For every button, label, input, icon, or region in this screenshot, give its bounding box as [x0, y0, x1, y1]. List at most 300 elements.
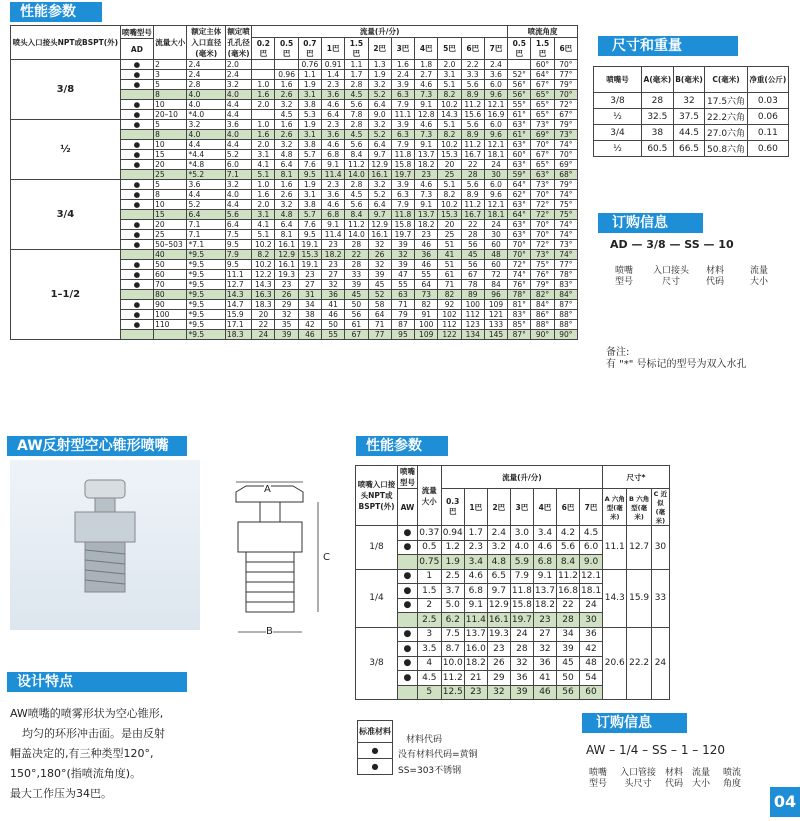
- cell: 22: [556, 598, 579, 613]
- cell: 52°: [508, 70, 531, 80]
- cell: ●: [120, 160, 153, 170]
- cell: 32: [368, 260, 391, 270]
- cell: 6.3: [391, 190, 414, 200]
- cell: 22: [461, 160, 484, 170]
- cell: 58: [368, 300, 391, 310]
- note-body: 有 "*" 号标记的型号为双入水孔: [606, 359, 747, 370]
- cell: 35: [275, 320, 298, 330]
- cell: 5.2: [187, 200, 225, 210]
- cell: 14.3: [438, 110, 461, 120]
- cell: 28: [345, 260, 368, 270]
- col-pressure3: 0.3巴: [441, 489, 464, 526]
- cell: 3: [417, 627, 441, 642]
- cell: 32: [533, 642, 556, 657]
- cell: 7.3: [415, 190, 438, 200]
- cell: 4.5: [580, 526, 603, 541]
- cell: ●: [120, 70, 153, 80]
- col-pressure: 0.5巴: [275, 38, 298, 60]
- cell: 3.1: [252, 150, 275, 160]
- cell: *9.5: [187, 310, 225, 320]
- cell: 56: [556, 685, 579, 700]
- cell: 5.1: [438, 180, 461, 190]
- cell: 10.2: [438, 200, 461, 210]
- cell: 2.0: [252, 200, 275, 210]
- cell: 71: [391, 300, 414, 310]
- table-row: [356, 569, 670, 584]
- conn-cell: 3/4: [11, 180, 121, 250]
- cell: 11.1: [391, 110, 414, 120]
- cell: 3.4: [464, 555, 487, 570]
- col-conn3: 喷嘴入口接头NPT或BSPT(外): [356, 466, 398, 526]
- cell: 40: [154, 250, 187, 260]
- cell: 5.6: [556, 540, 579, 555]
- cell: 3.2: [187, 120, 225, 130]
- cell: 36: [322, 290, 345, 300]
- cell: 28: [461, 170, 484, 180]
- dim-cell: 33: [651, 569, 669, 627]
- cell: 6.4: [368, 100, 391, 110]
- cell: 50.8六角: [705, 141, 747, 157]
- cell: 84: [484, 280, 507, 290]
- cell: 4.4: [225, 100, 251, 110]
- cell: 60°: [531, 60, 554, 70]
- conn-cell: 3/8: [11, 60, 121, 120]
- cell: 9.7: [368, 150, 391, 160]
- cell: 23: [415, 170, 438, 180]
- cell: ●: [120, 230, 153, 240]
- cell: 23: [415, 230, 438, 240]
- cell: 7.1: [187, 230, 225, 240]
- cell: [120, 250, 153, 260]
- cell: 67°: [554, 110, 577, 120]
- cell: 44.5: [673, 125, 705, 141]
- cell: 18.1: [580, 584, 603, 599]
- cell: 5.6: [345, 200, 368, 210]
- cell: 0.5: [417, 540, 441, 555]
- col-flow: 流量(升/分): [252, 26, 508, 38]
- cell: 62°: [508, 190, 531, 200]
- col-c: C(毫米): [705, 67, 747, 93]
- cell: 19.1: [298, 240, 321, 250]
- cell: 5.0: [441, 598, 464, 613]
- cell: 72°: [531, 200, 554, 210]
- col-type2: 喷嘴号: [594, 67, 642, 93]
- cell: 76°: [531, 270, 554, 280]
- cell: 10.2: [252, 240, 275, 250]
- cell: 8.7: [441, 642, 464, 657]
- cell: 19.7: [391, 170, 414, 180]
- cell: [120, 330, 153, 340]
- cell: 37.5: [673, 109, 705, 125]
- cell: 67: [345, 330, 368, 340]
- table-row: [594, 93, 789, 109]
- dim-cell: 14.3: [603, 569, 627, 627]
- cell: ●: [120, 240, 153, 250]
- cell: 16.1: [275, 240, 298, 250]
- cell: 1.9: [298, 180, 321, 190]
- cell: 145: [484, 330, 507, 340]
- cell: ●: [398, 584, 418, 599]
- cell: ●: [398, 526, 418, 541]
- cell: 33: [345, 270, 368, 280]
- cell: 0.11: [747, 125, 788, 141]
- cell: 2.2: [461, 60, 484, 70]
- cell: 10.2: [438, 140, 461, 150]
- cell: 56: [345, 310, 368, 320]
- cell: 3.2: [275, 140, 298, 150]
- cell: 22: [345, 250, 368, 260]
- cell: 6.4: [368, 140, 391, 150]
- cell: 8.2: [438, 130, 461, 140]
- cell: 7.5: [441, 627, 464, 642]
- cell: 50: [345, 300, 368, 310]
- cell: 5: [417, 685, 441, 700]
- cell: 1.6: [252, 90, 275, 100]
- cell: 3.2: [225, 180, 251, 190]
- cell: 4.0: [510, 540, 533, 555]
- cell: 6.0: [225, 160, 251, 170]
- cell: 8.9: [461, 90, 484, 100]
- cell: 5.6: [345, 100, 368, 110]
- cell: 16.7: [461, 150, 484, 160]
- cell: 50: [556, 671, 579, 686]
- cell: 1.1: [345, 60, 368, 70]
- cell: 32: [487, 685, 510, 700]
- cell: ●: [398, 598, 418, 613]
- cell: 5.1: [252, 230, 275, 240]
- cell: 73°: [554, 130, 577, 140]
- cell: 81°: [508, 300, 531, 310]
- cell: 3: [154, 70, 187, 80]
- cell: 20: [154, 220, 187, 230]
- cell: 3/8: [594, 93, 642, 109]
- col-angle: 喷流角度: [508, 26, 578, 38]
- cell: 4.1: [252, 220, 275, 230]
- cell: 1.6: [252, 190, 275, 200]
- cell: 6.0: [484, 180, 507, 190]
- cell: 46: [415, 260, 438, 270]
- design-line-3: 帽盖决定的,有三种类型120°,: [10, 747, 154, 760]
- conn-cell: 1/8: [356, 526, 398, 570]
- cell: 74°: [554, 190, 577, 200]
- col-pressure3: 3巴: [510, 489, 533, 526]
- cell: 1.7: [464, 526, 487, 541]
- cell: 70°: [508, 240, 531, 250]
- cell: 3.9: [391, 180, 414, 190]
- col-conn: 喷头入口接头NPT或BSPT(外): [11, 26, 121, 60]
- cell: *4.4: [187, 150, 225, 160]
- order-label-flow: 流量大小: [749, 266, 768, 287]
- cell: 45: [368, 280, 391, 290]
- dim-cell: 11.1: [603, 526, 627, 570]
- cell: 7.8: [345, 110, 368, 120]
- cell: 7.6: [298, 220, 321, 230]
- cell: 1.7: [345, 70, 368, 80]
- cell: 6.0: [580, 540, 603, 555]
- cell: 8.2: [252, 250, 275, 260]
- cell: 16.1: [368, 230, 391, 240]
- cell: 109: [415, 330, 438, 340]
- cell: 6.4: [225, 220, 251, 230]
- cell: 2.5: [417, 613, 441, 628]
- cell: 85°: [508, 320, 531, 330]
- cell: ½: [594, 141, 642, 157]
- cell: 5.6: [345, 140, 368, 150]
- col-pressure: 3巴: [391, 38, 414, 60]
- cell: 77°: [554, 260, 577, 270]
- aw-dimension-diagram: [218, 472, 348, 647]
- cell: 72°: [508, 260, 531, 270]
- cell: 15.8: [391, 220, 414, 230]
- cell: 5.3: [298, 110, 321, 120]
- cell: 63°: [531, 170, 554, 180]
- cell: 12.9: [368, 220, 391, 230]
- cell: *9.5: [187, 250, 225, 260]
- col-pressure: 6巴: [461, 38, 484, 60]
- col-type3: 喷嘴型号: [398, 466, 418, 489]
- cell: [398, 555, 418, 570]
- cell: 11.8: [391, 210, 414, 220]
- cell: 4.6: [322, 140, 345, 150]
- cell: ●: [120, 300, 153, 310]
- cell: 2.8: [345, 180, 368, 190]
- cell: 23: [322, 240, 345, 250]
- cell: 12.7: [225, 280, 251, 290]
- col-weight: 净重(公斤): [747, 67, 788, 93]
- col-pressure: 1巴: [322, 38, 345, 60]
- cell: 100: [154, 310, 187, 320]
- cell: 4.5: [345, 130, 368, 140]
- cell: 4.6: [415, 180, 438, 190]
- cell: 3.6: [322, 90, 345, 100]
- col-pressure: 7巴: [484, 38, 507, 60]
- cell: 6.4: [275, 160, 298, 170]
- cell: 27: [533, 627, 556, 642]
- cell: 48: [580, 656, 603, 671]
- cell: 19.1: [298, 260, 321, 270]
- cell: *4.8: [187, 160, 225, 170]
- cell: *9.5: [187, 260, 225, 270]
- cell: 4.5: [417, 671, 441, 686]
- cell: 9.5: [225, 240, 251, 250]
- cell: 3.1: [298, 130, 321, 140]
- cell: 123: [461, 320, 484, 330]
- cell: 0.60: [747, 141, 788, 157]
- col-b: B(毫米): [673, 67, 705, 93]
- cell: 60: [580, 685, 603, 700]
- col-pressure3: 6巴: [556, 489, 579, 526]
- cell: *9.5: [187, 280, 225, 290]
- cell: 82°: [531, 290, 554, 300]
- cell: 32: [391, 250, 414, 260]
- cell: ●: [398, 569, 418, 584]
- col-angle-pressure: 0.5巴: [508, 38, 531, 60]
- cell: 1.0: [252, 180, 275, 190]
- cell: 63°: [508, 160, 531, 170]
- cell: 16.8: [556, 584, 579, 599]
- cell: 8.1: [275, 230, 298, 240]
- cell: 65°: [531, 90, 554, 100]
- cell: 7.9: [391, 140, 414, 150]
- conn-cell: 1/4: [356, 569, 398, 627]
- cell: 4: [417, 656, 441, 671]
- cell: 60: [154, 270, 187, 280]
- cell: 18.2: [533, 598, 556, 613]
- cell: 23: [298, 270, 321, 280]
- cell: 75°: [554, 210, 577, 220]
- cell: 15.3: [298, 250, 321, 260]
- cell: 78°: [554, 270, 577, 280]
- cell: 6.4: [322, 110, 345, 120]
- cell: 11.2: [345, 160, 368, 170]
- cell: *9.5: [187, 320, 225, 330]
- cell: 12.1: [484, 100, 507, 110]
- section-header-order2: 订购信息: [582, 713, 687, 733]
- cell: 67: [461, 270, 484, 280]
- cell: 4.0: [187, 100, 225, 110]
- table-row: [11, 180, 578, 190]
- cell: 22.2六角: [705, 109, 747, 125]
- cell: 14.3: [225, 290, 251, 300]
- order-label-conn: 入口接头尺寸: [652, 266, 689, 287]
- cell: 14.3: [252, 280, 275, 290]
- cell: 32: [368, 240, 391, 250]
- cell: 15: [154, 150, 187, 160]
- cell: 70: [154, 280, 187, 290]
- cell: 78: [461, 280, 484, 290]
- cell: [398, 613, 418, 628]
- cell: 3.2: [275, 100, 298, 110]
- cell: 11.2: [556, 569, 579, 584]
- cell: 11.4: [322, 170, 345, 180]
- cell: 3.6: [187, 180, 225, 190]
- cell: 13.7: [415, 150, 438, 160]
- conn-cell: ½: [11, 120, 121, 180]
- cell: 2.8: [345, 80, 368, 90]
- dim-cell: 30: [651, 526, 669, 570]
- cell: 3.2: [275, 200, 298, 210]
- cell: 4.8: [275, 210, 298, 220]
- cell: 3.1: [438, 70, 461, 80]
- mat-code-label: 材料代码: [406, 735, 443, 745]
- cell: 55: [415, 270, 438, 280]
- cell: 42: [580, 642, 603, 657]
- cell: 61°: [508, 130, 531, 140]
- section-header-performance: 性能参数: [10, 2, 102, 22]
- cell: 31: [298, 290, 321, 300]
- cell: 10: [154, 140, 187, 150]
- cell: 2.6: [275, 130, 298, 140]
- cell: 2.8: [345, 120, 368, 130]
- cell: 1.4: [322, 70, 345, 80]
- col-ad: AD: [120, 39, 153, 60]
- cell: 90°: [554, 330, 577, 340]
- cell: 56: [461, 260, 484, 270]
- cell: 9.1: [415, 200, 438, 210]
- cell: 7.9: [391, 200, 414, 210]
- cell: 45: [461, 250, 484, 260]
- cell: 0.96: [275, 70, 298, 80]
- cell: [120, 130, 153, 140]
- cell: 55: [391, 280, 414, 290]
- conn-cell: 3/8: [356, 627, 398, 700]
- cell: 91: [415, 310, 438, 320]
- cell: 16.9: [484, 110, 507, 120]
- cell: 87°: [554, 300, 577, 310]
- cell: 54: [580, 671, 603, 686]
- col-angle-pressure: 1.5巴: [531, 38, 554, 60]
- cell: 3.8: [298, 140, 321, 150]
- cell: 0.37: [417, 526, 441, 541]
- cell: 41: [322, 300, 345, 310]
- cell: 24: [484, 160, 507, 170]
- cell: 66.5: [673, 141, 705, 157]
- cell: 0.94: [441, 526, 464, 541]
- cell: 11.1: [225, 270, 251, 280]
- cell: 2.3: [322, 80, 345, 90]
- cell: 27: [298, 280, 321, 290]
- table-row: [11, 60, 578, 70]
- dim-cell: 12.7: [627, 526, 651, 570]
- cell: 50: [154, 260, 187, 270]
- cell: 4.0: [225, 190, 251, 200]
- cell: 4.4: [187, 190, 225, 200]
- cell: 34: [556, 627, 579, 642]
- cell: 76°: [508, 280, 531, 290]
- cell: 2.0: [252, 100, 275, 110]
- cell: 6.8: [322, 210, 345, 220]
- cell: 2.0: [252, 140, 275, 150]
- cell: [252, 60, 275, 70]
- cell: 5.9: [510, 555, 533, 570]
- cell: 10.2: [438, 100, 461, 110]
- cell: 5.6: [225, 210, 251, 220]
- cell: 15.9: [225, 310, 251, 320]
- design-line-5: 最大工作压为34巴。: [10, 787, 112, 800]
- cell: 67°: [531, 80, 554, 90]
- cell: 2.3: [322, 120, 345, 130]
- cell: 9.5: [298, 170, 321, 180]
- cell: 4.5: [345, 90, 368, 100]
- cell: 3.6: [322, 190, 345, 200]
- cell: 6.2: [441, 613, 464, 628]
- cell: 39: [391, 260, 414, 270]
- cell: 39: [556, 642, 579, 657]
- cell: 6.4: [368, 200, 391, 210]
- cell: 18.1: [484, 150, 507, 160]
- cell: 39: [391, 240, 414, 250]
- cell: 38: [298, 310, 321, 320]
- cell: 19.3: [487, 627, 510, 642]
- col-aw: AW: [398, 489, 418, 526]
- cell: 39: [275, 330, 298, 340]
- cell: 9.1: [415, 140, 438, 150]
- cell: 22: [461, 220, 484, 230]
- cell: 5.2: [368, 90, 391, 100]
- cell: 18.2: [322, 250, 345, 260]
- cell: 16.0: [464, 642, 487, 657]
- col-size: 流量大小: [154, 26, 187, 60]
- cell: 20: [438, 220, 461, 230]
- cell: 23: [464, 685, 487, 700]
- col-pressure: 0.2巴: [252, 38, 275, 60]
- table-row: [594, 109, 789, 125]
- cell: 2.4: [187, 60, 225, 70]
- cell: 1.9: [368, 70, 391, 80]
- dim-a-label: A: [264, 484, 271, 495]
- cell: 122: [438, 330, 461, 340]
- cell: 18.3: [252, 300, 275, 310]
